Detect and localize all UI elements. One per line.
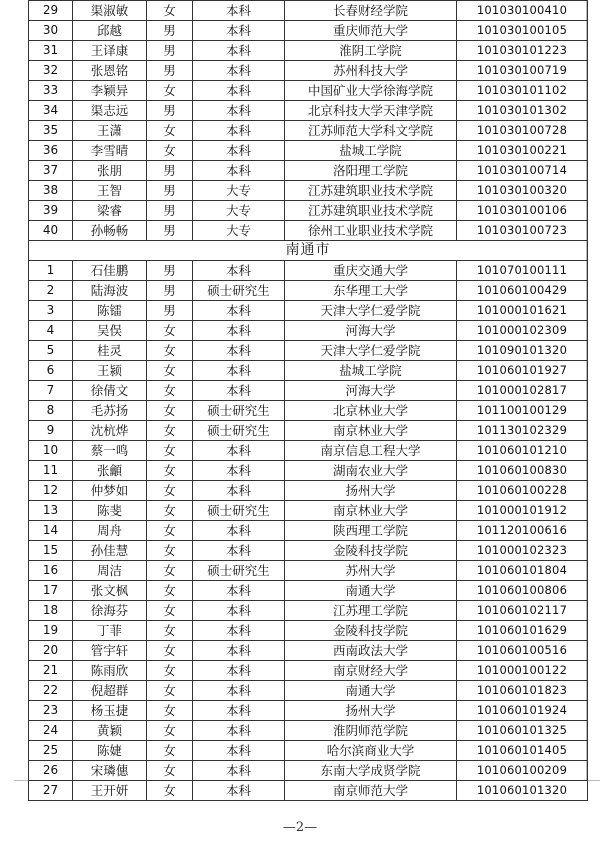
gender-cell: 女 — [147, 701, 193, 721]
school-cell: 金陵科技学院 — [285, 541, 457, 561]
exam-code-cell: 101000102323 — [457, 541, 588, 561]
degree-cell: 大专 — [193, 221, 285, 241]
school-cell: 河海大学 — [285, 321, 457, 341]
gender-cell: 女 — [147, 561, 193, 581]
gender-cell: 男 — [147, 181, 193, 201]
name-cell: 张龥 — [73, 461, 147, 481]
gender-cell: 男 — [147, 161, 193, 181]
row-number: 33 — [29, 81, 73, 101]
row-number: 8 — [29, 401, 73, 421]
table-row — [29, 641, 588, 661]
school-cell: 南京林业大学 — [285, 501, 457, 521]
degree-cell: 本科 — [193, 261, 285, 281]
table-row — [29, 581, 588, 601]
degree-cell: 本科 — [193, 701, 285, 721]
row-number: 24 — [29, 721, 73, 741]
school-cell: 江苏建筑职业技术学院 — [285, 181, 457, 201]
name-cell: 陈婕 — [73, 741, 147, 761]
exam-code-cell: 101060101927 — [457, 361, 588, 381]
name-cell: 王智 — [73, 181, 147, 201]
degree-cell: 本科 — [193, 341, 285, 361]
gender-cell: 女 — [147, 501, 193, 521]
exam-code-cell: 101060101325 — [457, 721, 588, 741]
degree-cell: 硕士研究生 — [193, 281, 285, 301]
gender-cell: 女 — [147, 81, 193, 101]
row-number: 38 — [29, 181, 73, 201]
school-cell: 扬州大学 — [285, 701, 457, 721]
exam-code-cell: 101060101823 — [457, 681, 588, 701]
table-row — [29, 141, 588, 161]
name-cell: 王颍 — [73, 361, 147, 381]
exam-code-cell: 101120100616 — [457, 521, 588, 541]
row-number: 36 — [29, 141, 73, 161]
gender-cell: 女 — [147, 461, 193, 481]
degree-cell: 硕士研究生 — [193, 561, 285, 581]
row-number: 21 — [29, 661, 73, 681]
gender-cell: 女 — [147, 521, 193, 541]
table-row — [29, 261, 588, 281]
exam-code-cell: 101060100806 — [457, 581, 588, 601]
exam-code-cell: 101060101210 — [457, 441, 588, 461]
name-cell: 邱越 — [73, 21, 147, 41]
school-cell: 陕西理工学院 — [285, 521, 457, 541]
row-number: 3 — [29, 301, 73, 321]
table-row — [29, 61, 588, 81]
degree-cell: 本科 — [193, 741, 285, 761]
name-cell: 丁菲 — [73, 621, 147, 641]
gender-cell: 女 — [147, 321, 193, 341]
gender-cell: 男 — [147, 61, 193, 81]
table-row — [29, 601, 588, 621]
degree-cell: 本科 — [193, 661, 285, 681]
row-number: 34 — [29, 101, 73, 121]
school-cell: 南京林业大学 — [285, 421, 457, 441]
name-cell: 黄颖 — [73, 721, 147, 741]
school-cell: 江苏建筑职业技术学院 — [285, 201, 457, 221]
row-number: 16 — [29, 561, 73, 581]
gender-cell: 女 — [147, 441, 193, 461]
degree-cell: 本科 — [193, 781, 285, 801]
table-row — [29, 501, 588, 521]
name-cell: 梁睿 — [73, 201, 147, 221]
exam-code-cell: 101000102309 — [457, 321, 588, 341]
table-row — [29, 681, 588, 701]
school-cell: 哈尔滨商业大学 — [285, 741, 457, 761]
degree-cell: 本科 — [193, 521, 285, 541]
exam-code-cell: 101060101924 — [457, 701, 588, 721]
row-number: 10 — [29, 441, 73, 461]
row-number: 13 — [29, 501, 73, 521]
row-number: 9 — [29, 421, 73, 441]
table-row — [29, 41, 588, 61]
degree-cell: 本科 — [193, 461, 285, 481]
gender-cell: 男 — [147, 301, 193, 321]
table-row — [29, 661, 588, 681]
table-row — [29, 621, 588, 641]
row-number: 27 — [29, 781, 73, 801]
exam-code-cell: 101000101621 — [457, 301, 588, 321]
table-row — [29, 781, 588, 801]
city-name: 南通市 — [29, 241, 588, 261]
gender-cell: 男 — [147, 41, 193, 61]
gender-cell: 女 — [147, 641, 193, 661]
exam-code-cell: 101030100106 — [457, 201, 588, 221]
school-cell: 南京师范大学 — [285, 781, 457, 801]
page-corner-mark-left — [14, 780, 28, 781]
degree-cell: 本科 — [193, 581, 285, 601]
exam-code-cell: 101060101629 — [457, 621, 588, 641]
school-cell: 淮阴师范学院 — [285, 721, 457, 741]
row-number: 29 — [29, 1, 73, 21]
name-cell: 张恩铭 — [73, 61, 147, 81]
school-cell: 西南政法大学 — [285, 641, 457, 661]
name-cell: 周舟 — [73, 521, 147, 541]
gender-cell: 男 — [147, 281, 193, 301]
school-cell: 南京财经大学 — [285, 661, 457, 681]
table-row — [29, 101, 588, 121]
degree-cell: 本科 — [193, 121, 285, 141]
gender-cell: 女 — [147, 661, 193, 681]
school-cell: 南京信息工程大学 — [285, 441, 457, 461]
school-cell: 洛阳理工学院 — [285, 161, 457, 181]
school-cell: 南通大学 — [285, 581, 457, 601]
gender-cell: 女 — [147, 481, 193, 501]
name-cell: 杨玉捷 — [73, 701, 147, 721]
exam-code-cell: 101060101320 — [457, 781, 588, 801]
gender-cell: 女 — [147, 381, 193, 401]
gender-cell: 女 — [147, 781, 193, 801]
row-number: 14 — [29, 521, 73, 541]
exam-code-cell: 101030100221 — [457, 141, 588, 161]
name-cell: 徐倩文 — [73, 381, 147, 401]
table-row — [29, 761, 588, 781]
table-row — [29, 121, 588, 141]
gender-cell: 女 — [147, 121, 193, 141]
table-row — [29, 161, 588, 181]
gender-cell: 女 — [147, 681, 193, 701]
gender-cell: 男 — [147, 21, 193, 41]
row-number: 31 — [29, 41, 73, 61]
exam-code-cell: 101030101102 — [457, 81, 588, 101]
row-number: 37 — [29, 161, 73, 181]
gender-cell: 女 — [147, 621, 193, 641]
name-cell: 陆海波 — [73, 281, 147, 301]
school-cell: 徐州工业职业技术学院 — [285, 221, 457, 241]
name-cell: 石佳鹏 — [73, 261, 147, 281]
school-cell: 苏州科技大学 — [285, 61, 457, 81]
school-cell: 长春财经学院 — [285, 1, 457, 21]
city-header-row — [29, 241, 588, 261]
school-cell: 苏州大学 — [285, 561, 457, 581]
exam-code-cell: 101030101302 — [457, 101, 588, 121]
row-number: 39 — [29, 201, 73, 221]
degree-cell: 本科 — [193, 161, 285, 181]
row-number: 11 — [29, 461, 73, 481]
table-row — [29, 321, 588, 341]
name-cell: 陈斐 — [73, 501, 147, 521]
degree-cell: 本科 — [193, 681, 285, 701]
gender-cell: 女 — [147, 141, 193, 161]
row-number: 22 — [29, 681, 73, 701]
exam-code-cell: 101060101405 — [457, 741, 588, 761]
exam-code-cell: 101060100516 — [457, 641, 588, 661]
degree-cell: 本科 — [193, 541, 285, 561]
table-row — [29, 381, 588, 401]
gender-cell: 男 — [147, 101, 193, 121]
exam-code-cell: 101070100111 — [457, 261, 588, 281]
row-number: 23 — [29, 701, 73, 721]
degree-cell: 硕士研究生 — [193, 401, 285, 421]
school-cell: 河海大学 — [285, 381, 457, 401]
table-row — [29, 221, 588, 241]
exam-code-cell: 101060101804 — [457, 561, 588, 581]
exam-code-cell: 101030100719 — [457, 61, 588, 81]
degree-cell: 本科 — [193, 41, 285, 61]
name-cell: 李颖异 — [73, 81, 147, 101]
table-row — [29, 541, 588, 561]
school-cell: 东南大学成贤学院 — [285, 761, 457, 781]
degree-cell: 大专 — [193, 201, 285, 221]
gender-cell: 女 — [147, 341, 193, 361]
gender-cell: 女 — [147, 721, 193, 741]
roster-body — [29, 1, 588, 801]
exam-code-cell: 101060100830 — [457, 461, 588, 481]
row-number: 5 — [29, 341, 73, 361]
degree-cell: 本科 — [193, 141, 285, 161]
table-row — [29, 81, 588, 101]
school-cell: 东华理工大学 — [285, 281, 457, 301]
degree-cell: 本科 — [193, 1, 285, 21]
gender-cell: 女 — [147, 421, 193, 441]
exam-code-cell: 101030100728 — [457, 121, 588, 141]
name-cell: 张朋 — [73, 161, 147, 181]
degree-cell: 本科 — [193, 441, 285, 461]
name-cell: 王译康 — [73, 41, 147, 61]
table-row — [29, 301, 588, 321]
gender-cell: 女 — [147, 541, 193, 561]
table-row — [29, 701, 588, 721]
name-cell: 李雪晴 — [73, 141, 147, 161]
exam-code-cell: 101000101912 — [457, 501, 588, 521]
exam-code-cell: 101030100714 — [457, 161, 588, 181]
table-row — [29, 401, 588, 421]
page-number: —2— — [282, 820, 318, 835]
name-cell: 渠淑敏 — [73, 1, 147, 21]
row-number: 18 — [29, 601, 73, 621]
row-number: 6 — [29, 361, 73, 381]
page-corner-mark-right — [586, 780, 600, 781]
name-cell: 孙畅畅 — [73, 221, 147, 241]
degree-cell: 本科 — [193, 481, 285, 501]
name-cell: 管宇轩 — [73, 641, 147, 661]
row-number: 2 — [29, 281, 73, 301]
school-cell: 金陵科技学院 — [285, 621, 457, 641]
exam-code-cell: 101030100320 — [457, 181, 588, 201]
row-number: 15 — [29, 541, 73, 561]
gender-cell: 男 — [147, 201, 193, 221]
name-cell: 宋璘僡 — [73, 761, 147, 781]
watermark-logo — [490, 807, 598, 833]
gender-cell: 女 — [147, 1, 193, 21]
degree-cell: 本科 — [193, 21, 285, 41]
row-number: 25 — [29, 741, 73, 761]
name-cell: 陈雨欣 — [73, 661, 147, 681]
name-cell: 周洁 — [73, 561, 147, 581]
exam-code-cell: 101090101320 — [457, 341, 588, 361]
school-cell: 北京林业大学 — [285, 401, 457, 421]
table-row — [29, 281, 588, 301]
gender-cell: 女 — [147, 401, 193, 421]
roster-table — [28, 0, 588, 801]
exam-code-cell: 101130102329 — [457, 421, 588, 441]
degree-cell: 本科 — [193, 361, 285, 381]
name-cell: 徐海芬 — [73, 601, 147, 621]
school-cell: 天津大学仁爱学院 — [285, 301, 457, 321]
row-number: 19 — [29, 621, 73, 641]
table-row — [29, 741, 588, 761]
degree-cell: 本科 — [193, 721, 285, 741]
name-cell: 张文枫 — [73, 581, 147, 601]
degree-cell: 本科 — [193, 61, 285, 81]
degree-cell: 本科 — [193, 381, 285, 401]
gender-cell: 男 — [147, 261, 193, 281]
name-cell: 王潇 — [73, 121, 147, 141]
school-cell: 江苏理工学院 — [285, 601, 457, 621]
degree-cell: 本科 — [193, 81, 285, 101]
exam-code-cell: 101000100122 — [457, 661, 588, 681]
table-row — [29, 21, 588, 41]
name-cell: 倪超群 — [73, 681, 147, 701]
school-cell: 天津大学仁爱学院 — [285, 341, 457, 361]
table-row — [29, 421, 588, 441]
row-number: 30 — [29, 21, 73, 41]
school-cell: 盐城工学院 — [285, 361, 457, 381]
row-number: 1 — [29, 261, 73, 281]
name-cell: 王开妍 — [73, 781, 147, 801]
table-row — [29, 181, 588, 201]
degree-cell: 本科 — [193, 641, 285, 661]
gender-cell: 女 — [147, 581, 193, 601]
row-number: 7 — [29, 381, 73, 401]
gender-cell: 男 — [147, 221, 193, 241]
degree-cell: 本科 — [193, 301, 285, 321]
table-row — [29, 561, 588, 581]
row-number: 32 — [29, 61, 73, 81]
exam-code-cell: 101060102117 — [457, 601, 588, 621]
table-row — [29, 1, 588, 21]
table-row — [29, 521, 588, 541]
school-cell: 湖南农业大学 — [285, 461, 457, 481]
row-number: 12 — [29, 481, 73, 501]
school-cell: 重庆师范大学 — [285, 21, 457, 41]
exam-code-cell: 101060100429 — [457, 281, 588, 301]
school-cell: 北京科技大学天津学院 — [285, 101, 457, 121]
name-cell: 仲梦如 — [73, 481, 147, 501]
gender-cell: 女 — [147, 361, 193, 381]
exam-code-cell: 101030100723 — [457, 221, 588, 241]
table-row — [29, 361, 588, 381]
school-cell: 淮阴工学院 — [285, 41, 457, 61]
table-row — [29, 461, 588, 481]
name-cell: 陈镭 — [73, 301, 147, 321]
gender-cell: 女 — [147, 601, 193, 621]
name-cell: 孙佳慧 — [73, 541, 147, 561]
school-cell: 扬州大学 — [285, 481, 457, 501]
school-cell: 重庆交通大学 — [285, 261, 457, 281]
degree-cell: 本科 — [193, 761, 285, 781]
degree-cell: 本科 — [193, 621, 285, 641]
exam-code-cell: 101030100105 — [457, 21, 588, 41]
degree-cell: 本科 — [193, 321, 285, 341]
exam-code-cell: 101060100228 — [457, 481, 588, 501]
table-row — [29, 481, 588, 501]
table-row — [29, 201, 588, 221]
name-cell: 沈杭烨 — [73, 421, 147, 441]
exam-code-cell: 101060100209 — [457, 761, 588, 781]
degree-cell: 本科 — [193, 101, 285, 121]
row-number: 17 — [29, 581, 73, 601]
degree-cell: 本科 — [193, 601, 285, 621]
name-cell: 蔡一鸣 — [73, 441, 147, 461]
row-number: 40 — [29, 221, 73, 241]
row-number: 26 — [29, 761, 73, 781]
degree-cell: 硕士研究生 — [193, 421, 285, 441]
name-cell: 渠志远 — [73, 101, 147, 121]
row-number: 35 — [29, 121, 73, 141]
school-cell: 盐城工学院 — [285, 141, 457, 161]
gender-cell: 女 — [147, 741, 193, 761]
name-cell: 毛苏扬 — [73, 401, 147, 421]
degree-cell: 硕士研究生 — [193, 501, 285, 521]
name-cell: 吴俣 — [73, 321, 147, 341]
school-cell: 中国矿业大学徐海学院 — [285, 81, 457, 101]
name-cell: 桂灵 — [73, 341, 147, 361]
row-number: 4 — [29, 321, 73, 341]
exam-code-cell: 101030100410 — [457, 1, 588, 21]
exam-code-cell: 101100100129 — [457, 401, 588, 421]
table-row — [29, 721, 588, 741]
table-row — [29, 341, 588, 361]
exam-code-cell: 101000102817 — [457, 381, 588, 401]
table-row — [29, 441, 588, 461]
school-cell: 江苏师范大学科文学院 — [285, 121, 457, 141]
degree-cell: 大专 — [193, 181, 285, 201]
school-cell: 南通大学 — [285, 681, 457, 701]
gender-cell: 女 — [147, 761, 193, 781]
exam-code-cell: 101030101223 — [457, 41, 588, 61]
row-number: 20 — [29, 641, 73, 661]
